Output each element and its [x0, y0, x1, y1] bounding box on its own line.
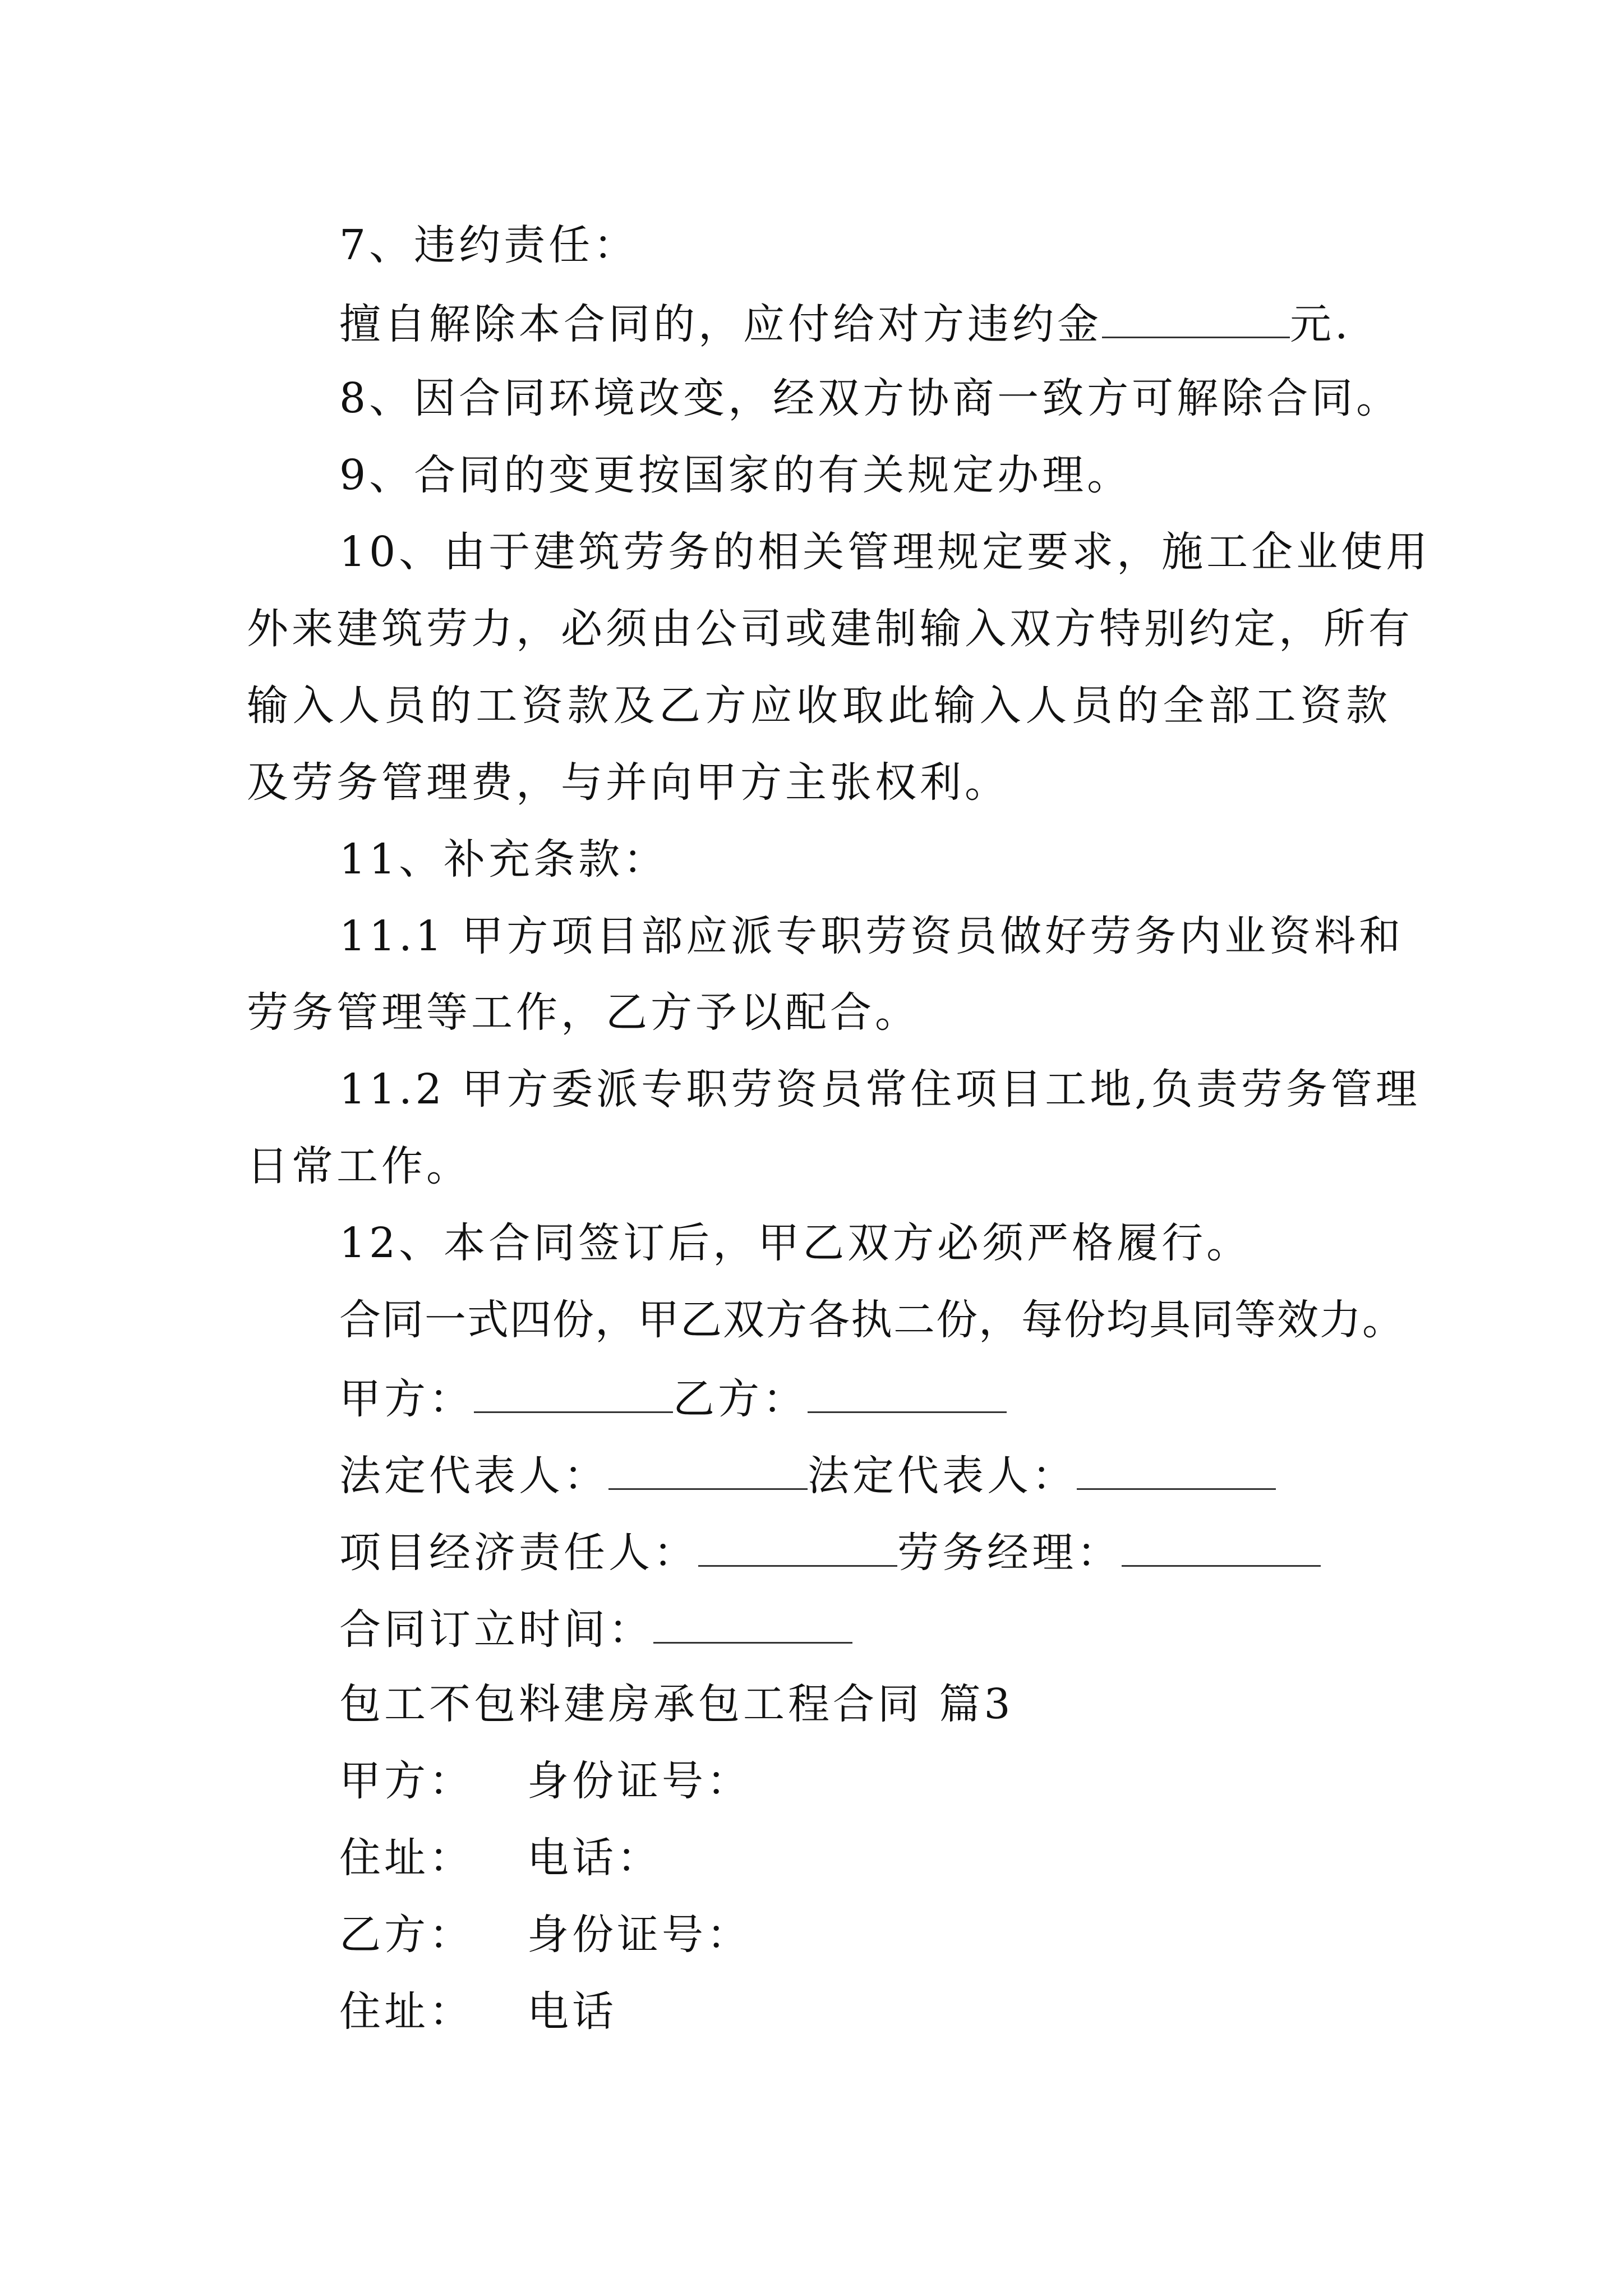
clause-9 — [339, 451, 1132, 499]
contract-date-blank — [653, 1607, 852, 1644]
clause-10-line-4 — [247, 758, 1009, 807]
party-a-id-line — [339, 1757, 751, 1805]
party-b-label: 乙方： — [673, 1374, 808, 1423]
signature-party-line — [339, 1374, 1007, 1423]
clause-7-body — [339, 300, 1352, 348]
copies-clause — [339, 1296, 1405, 1344]
party-b-blank — [808, 1376, 1007, 1413]
clause-8 — [339, 374, 1401, 422]
party-a-id-label: 身份证号： — [527, 1757, 751, 1805]
party-a-blank — [474, 1376, 673, 1413]
party-a-address-line — [339, 1834, 662, 1882]
party-b-address-line — [339, 1987, 617, 2036]
labor-manager-blank — [1122, 1530, 1321, 1567]
party-a-representative-label: 法定代表人： — [339, 1451, 608, 1500]
clause-9-text: 9、合同的变更按国家的有关规定办理。 — [339, 451, 1132, 499]
clause-11-1-line-2-text: 劳务管理等工作，乙方予以配合。 — [247, 988, 920, 1037]
penalty-unit: 元. — [1290, 300, 1352, 348]
clause-8-text: 8、因合同环境改变，经双方协商一致方可解除合同。 — [339, 374, 1401, 422]
labor-manager-label: 劳务经理： — [897, 1528, 1122, 1577]
party-a-address-label: 住址： — [339, 1834, 474, 1882]
signature-manager-line — [339, 1528, 1321, 1577]
party-a-representative-blank — [608, 1453, 808, 1490]
clause-11-1-line-1: 11.1 甲方项目部应派专职劳资员做好劳务内业资料和 — [339, 912, 1404, 960]
party-b-representative-label: 法定代表人： — [808, 1451, 1077, 1500]
clause-12 — [339, 1219, 1252, 1267]
party-b-label-2: 乙方： — [339, 1911, 474, 1959]
party-b-phone-label: 电话 — [527, 1987, 617, 2036]
clause-10-line-1: 10、由于建筑劳务的相关管理规定要求，施工企业使用 — [339, 528, 1431, 576]
party-b-representative-blank — [1077, 1453, 1276, 1490]
clause-11-1-line-2 — [247, 988, 920, 1037]
clause-11-text: 11、补充条款： — [339, 835, 668, 884]
party-a-label: 甲方： — [339, 1374, 474, 1423]
copies-clause-text: 合同一式四份，甲乙双方各执二份，每份均具同等效力。 — [339, 1296, 1405, 1344]
clause-7-text: 7、违约责任： — [339, 221, 639, 269]
party-b-address-label: 住址： — [339, 1987, 474, 2036]
signature-representative-line — [339, 1451, 1276, 1500]
penalty-text: 擅自解除本合同的，应付给对方违约金 — [339, 300, 1102, 348]
party-b-id-line — [339, 1911, 751, 1959]
project-responsible-label: 项目经济责任人： — [339, 1528, 698, 1577]
party-a-phone-label: 电话： — [527, 1834, 662, 1882]
clause-11-2-line-2 — [247, 1142, 471, 1190]
party-a-label-2: 甲方： — [339, 1757, 474, 1805]
penalty-amount-blank — [1102, 301, 1290, 338]
clause-11-2-line-1: 11.2 甲方委派专职劳资员常住项目工地,负责劳务管理 — [339, 1065, 1421, 1114]
contract-date-line — [339, 1605, 852, 1654]
clause-11-heading — [339, 835, 668, 884]
project-responsible-blank — [698, 1530, 897, 1567]
clause-12-text: 12、本合同签订后，甲乙双方必须严格履行。 — [339, 1219, 1252, 1267]
clause-7-heading — [339, 221, 639, 269]
section-title-text: 包工不包料建房承包工程合同 篇3 — [339, 1680, 1014, 1728]
clause-11-2-line-2-text: 日常工作。 — [247, 1142, 471, 1190]
party-b-id-label: 身份证号： — [527, 1911, 751, 1959]
section-title — [339, 1680, 1014, 1728]
contract-date-label: 合同订立时间： — [339, 1605, 653, 1654]
clause-10-line-3: 输入人员的工资款及乙方应收取此输入人员的全部工资款 — [247, 682, 1391, 730]
clause-10-line-2: 外来建筑劳力，必须由公司或建制输入双方特别约定，所有 — [247, 605, 1413, 653]
clause-10-line-4-text: 及劳务管理费，与并向甲方主张权利。 — [247, 758, 1009, 807]
